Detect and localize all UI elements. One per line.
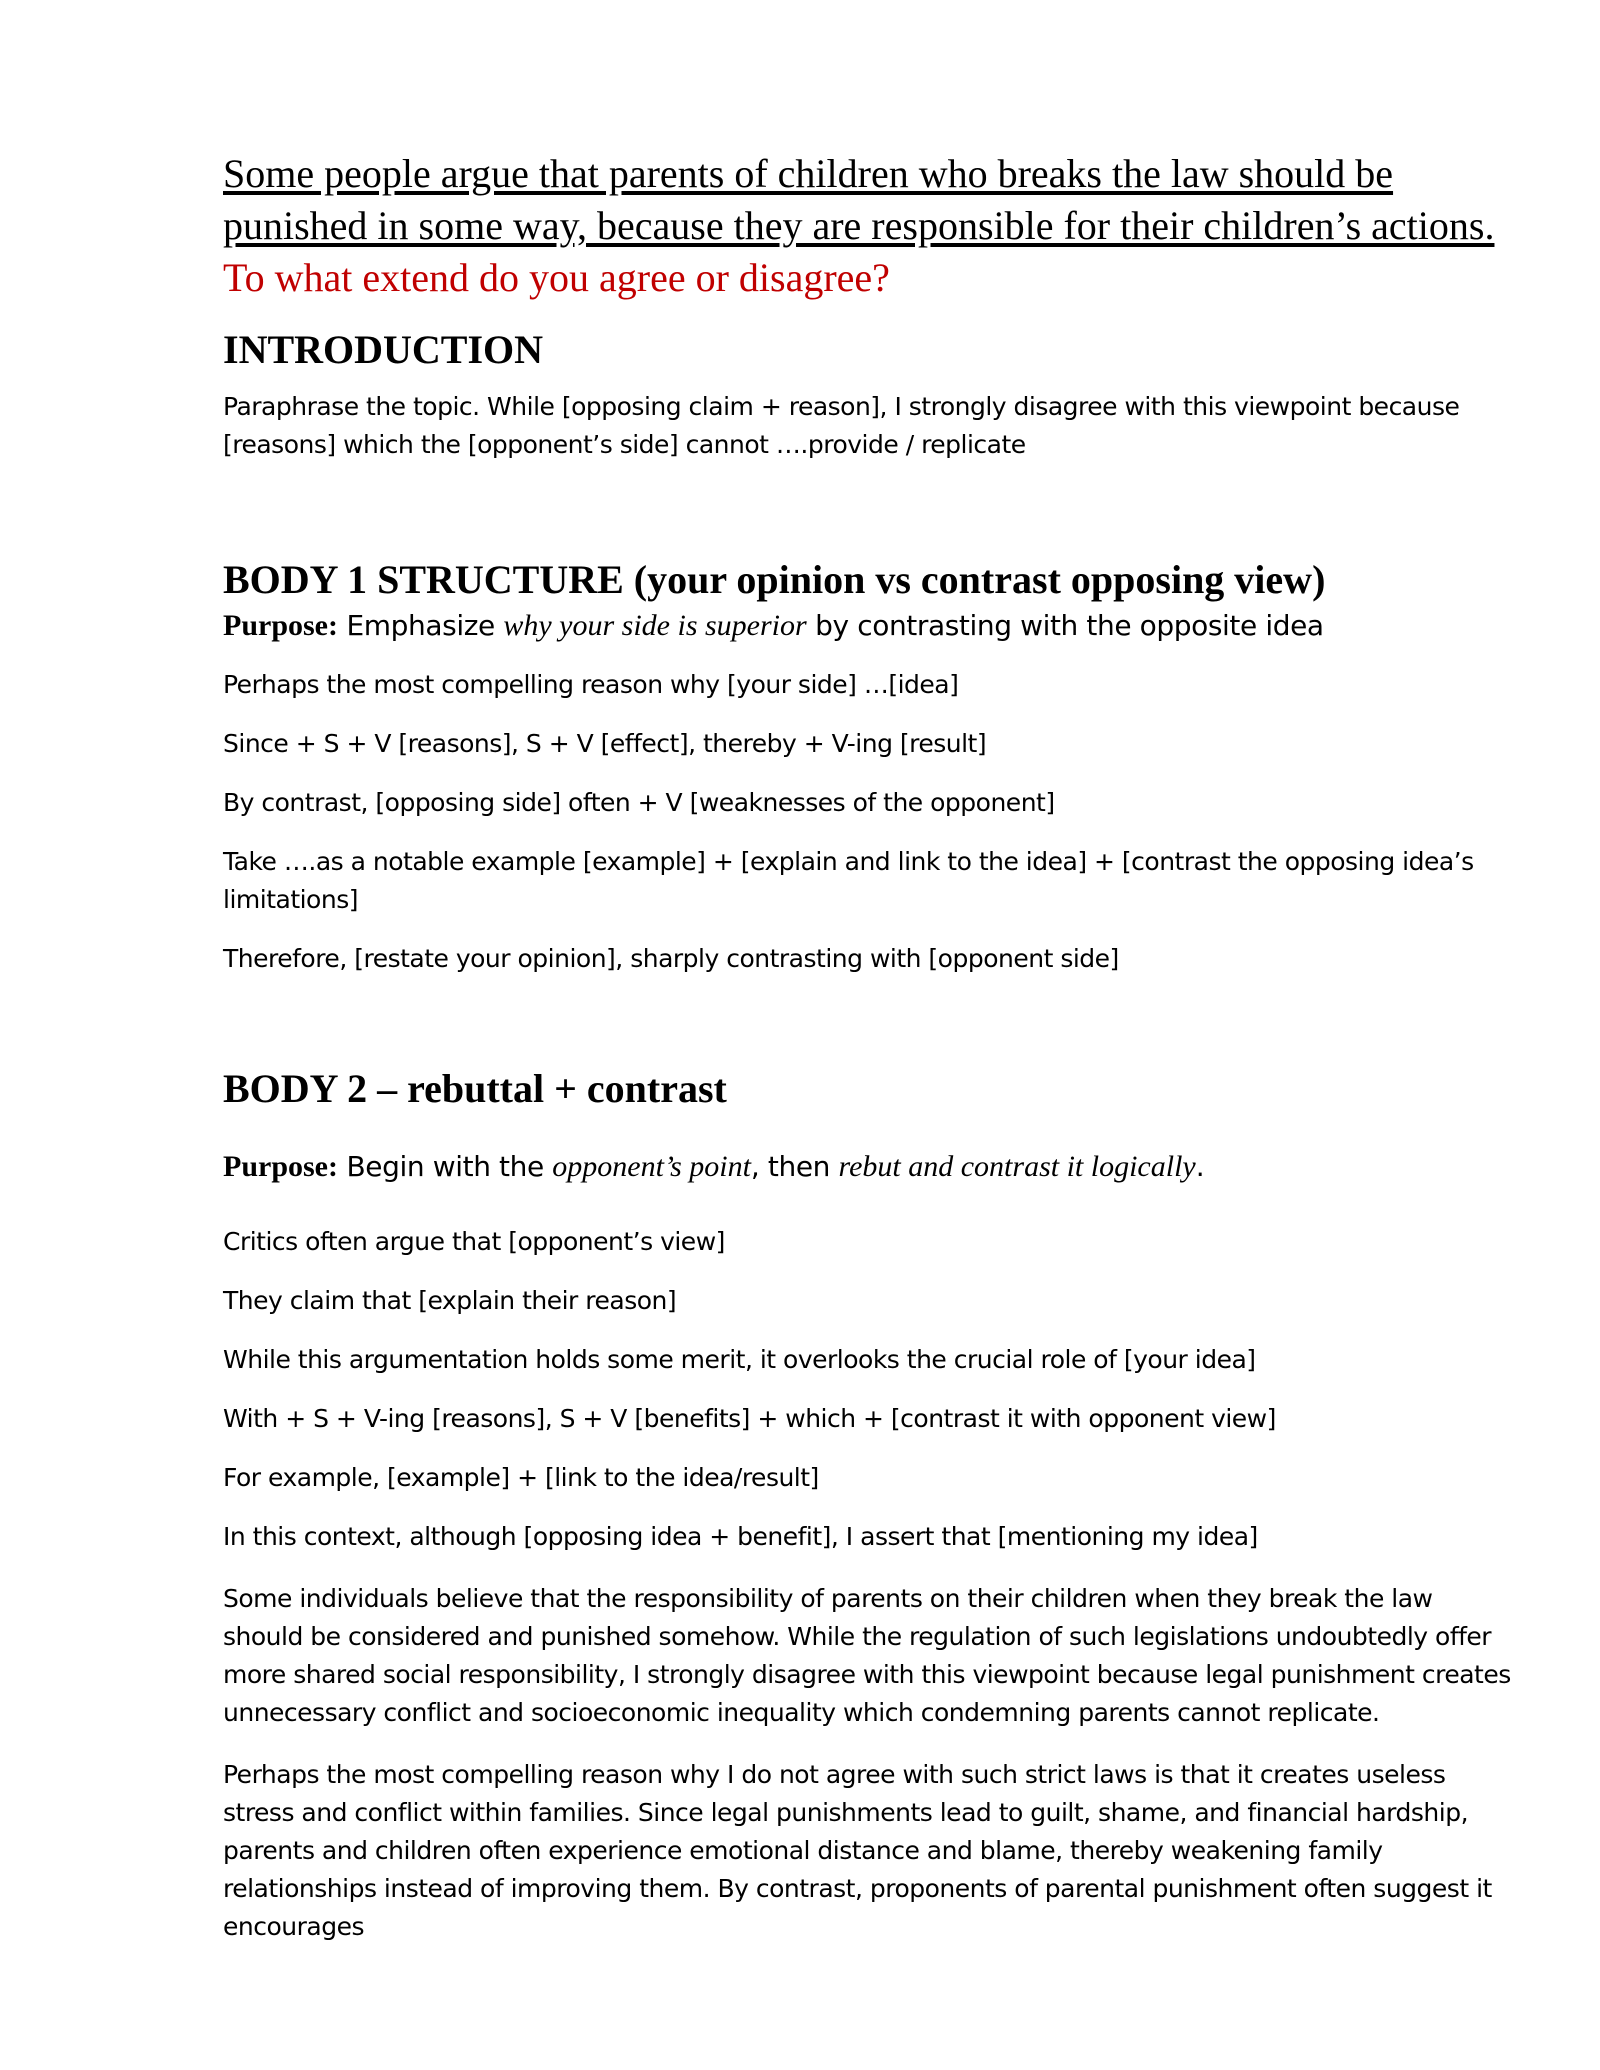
body2-heading: BODY 2 – rebuttal + contrast xyxy=(223,1066,727,1111)
body2-purpose-mid: , then xyxy=(750,1150,839,1183)
body2-line-6: In this context, although [opposing idea + benefit], I assert that [mentioning my idea] xyxy=(223,1522,1258,1551)
body2-line-1: Critics often argue that [opponent’s view] xyxy=(223,1227,725,1256)
body2-line-5: For example, [example] + [link to the idea/result] xyxy=(223,1463,819,1492)
introduction-heading: INTRODUCTION xyxy=(223,327,544,372)
body1-purpose-post: by contrasting with the opposite idea xyxy=(806,609,1324,642)
body1-line-4: Take ….as a notable example [example] + [explain and link to the idea] + [contrast the opposing idea’s limitations] xyxy=(223,847,1474,914)
body2-purpose xyxy=(223,1147,1513,1187)
body2-purpose-emphasis-1: opponent’s point xyxy=(552,1150,751,1183)
document-page xyxy=(223,148,1513,1946)
prompt-question: To what extend do you agree or disagree? xyxy=(223,255,890,300)
body2-purpose-label: Purpose: xyxy=(223,1150,338,1183)
body1-heading: BODY 1 STRUCTURE (your opinion vs contrast opposing view) xyxy=(223,557,1326,602)
introduction-text: Paraphrase the topic. While [opposing claim + reason], I strongly disagree with this viewpoint because [reasons] which the [opponent’s side] cannot ….provide / replicate xyxy=(223,392,1460,459)
prompt-statement: Some people argue that parents of children who breaks the law should be punished in some way, because they are responsible for their children’s actions. xyxy=(223,151,1495,248)
body2-purpose-post: . xyxy=(1195,1150,1205,1183)
body2-line-2: They claim that [explain their reason] xyxy=(223,1286,677,1315)
body1-purpose-emphasis: why your side is superior xyxy=(503,609,807,642)
body1-purpose-pre: Emphasize xyxy=(338,609,504,642)
essay-paragraph-1: Some individuals believe that the responsibility of parents on their children when they break the law should be considered and punished somehow. While the regulation of such legislations undoubtedly offer more shared social responsibility, I strongly disagree with this viewpoint because legal punishment creates unnecessary conflict and socioeconomic inequality which condemning parents cannot replicate. xyxy=(223,1584,1511,1727)
body1-line-2: Since + S + V [reasons], S + V [effect], thereby + V-ing [result] xyxy=(223,729,987,758)
body2-line-3: While this argumentation holds some merit, it overlooks the crucial role of [your idea] xyxy=(223,1345,1256,1374)
body2-purpose-emphasis-2: rebut and contrast it logically xyxy=(838,1150,1196,1183)
body2-line-4: With + S + V-ing [reasons], S + V [benefits] + which + [contrast it with opponent view] xyxy=(223,1404,1276,1433)
essay-paragraph-2: Perhaps the most compelling reason why I do not agree with such strict laws is that it creates useless stress and conflict within families. Since legal punishments lead to guilt, shame, and financial hardship, parents and children often experience emotional distance and blame, thereby weakening family relationships instead of improving them. By contrast, proponents of parental punishment often suggest it encourages xyxy=(223,1760,1492,1941)
body1-line-1: Perhaps the most compelling reason why [your side] …[idea] xyxy=(223,670,959,699)
body1-line-5: Therefore, [restate your opinion], sharply contrasting with [opponent side] xyxy=(223,944,1119,973)
essay-prompt xyxy=(223,148,1513,304)
body1-purpose xyxy=(223,606,1513,646)
body2-purpose-pre: Begin with the xyxy=(338,1150,553,1183)
body1-purpose-label: Purpose: xyxy=(223,609,338,642)
body1-line-3: By contrast, [opposing side] often + V [weaknesses of the opponent] xyxy=(223,788,1055,817)
